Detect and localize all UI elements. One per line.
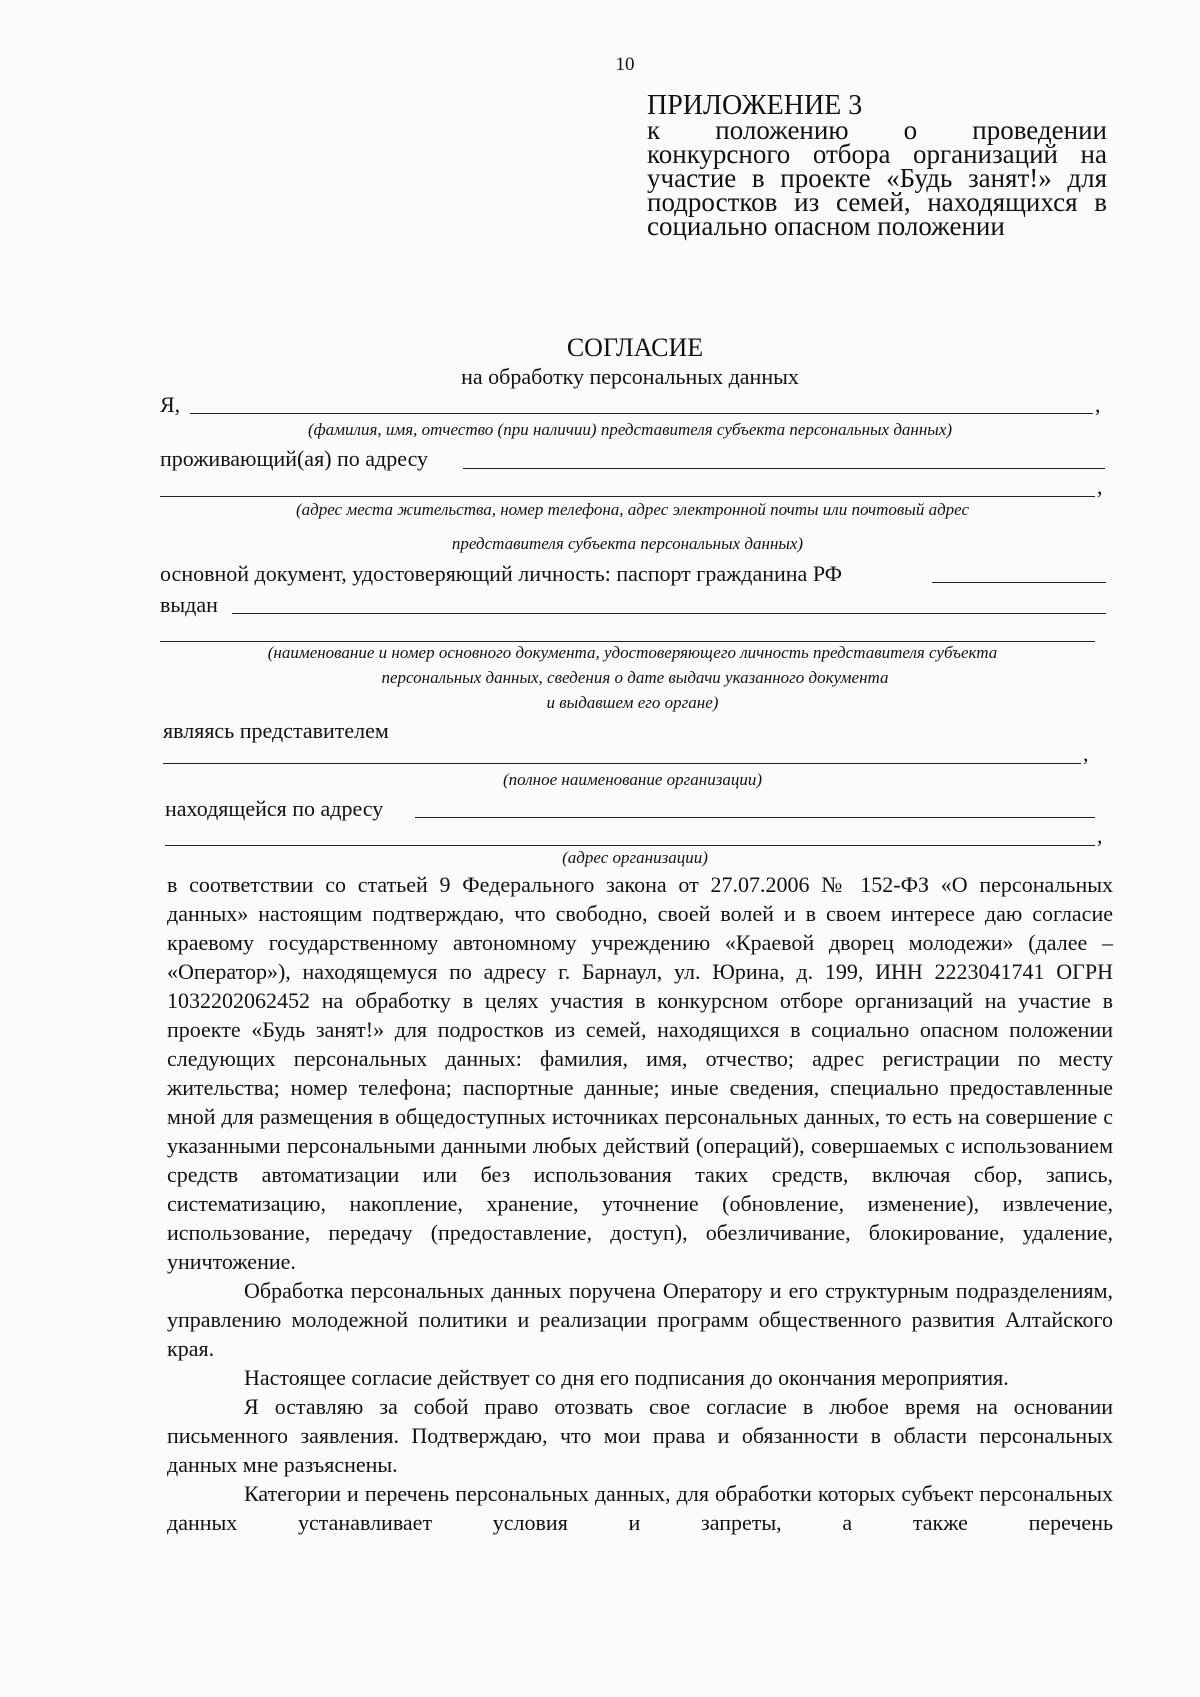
issued-label: выдан bbox=[160, 592, 218, 617]
consent-paragraph: Настоящее согласие действует со дня его подписания до окончания мероприятия. bbox=[244, 1365, 1009, 1390]
hint-org-address: (адрес организации) bbox=[562, 848, 708, 867]
hint-address-1: (адрес места жительства, номер телефона, адрес электронной почты или почтовый адрес bbox=[295, 500, 970, 519]
document-subtitle: на обработку персональных данных bbox=[461, 364, 799, 389]
hint-fio: (фамилия, имя, отчество (при наличии) представителя субъекта персональных данных) bbox=[307, 420, 953, 439]
org-address-field-line-2[interactable] bbox=[165, 845, 1095, 846]
address-field-line[interactable] bbox=[463, 468, 1105, 469]
comma: , bbox=[1097, 823, 1103, 848]
issued-field-line[interactable] bbox=[232, 613, 1106, 614]
issued-field-line-2[interactable] bbox=[160, 641, 1095, 642]
comma: , bbox=[1083, 741, 1089, 766]
hint-doc-3: и выдавшем его органе) bbox=[546, 693, 719, 712]
appendix-line: к положению о проведении bbox=[647, 115, 1107, 145]
comma: , bbox=[1097, 474, 1103, 499]
hint-org: (полное наименование организации) bbox=[503, 770, 762, 789]
address-field-line-2[interactable] bbox=[160, 496, 1095, 497]
i-label: Я, bbox=[160, 392, 181, 417]
document-label: основной документ, удостоверяющий личность: паспорт гражданина РФ bbox=[160, 561, 843, 586]
consent-paragraph: Категории и перечень персональных данных, для обработки которых субъект персональных данных устанавливает условия и запреты, а также перечень bbox=[167, 1481, 1113, 1535]
appendix-line: подростков из семей, находящихся в bbox=[647, 187, 1107, 217]
passport-field-line[interactable] bbox=[932, 582, 1106, 583]
address-label: проживающий(ая) по адресу bbox=[160, 446, 429, 471]
appendix-line: конкурсного отбора организаций на bbox=[647, 139, 1107, 169]
document-title: СОГЛАСИЕ bbox=[566, 333, 704, 362]
hint-address-2: представителя субъекта персональных данных) bbox=[451, 534, 804, 553]
consent-paragraph: в соответствии со статьей 9 Федерального закона от 27.07.2006 № 152-ФЗ «О персональных данных» настоящим подтверждаю, что свободно, своей волей и в своем интересе даю согласие краевому государственному автономному учреждению «Краевой дворец молодежи» (далее – «Оператор»), находящемуся по адресу г. Барнаул, ул. Юрина, д. 199, ИНН 2223041741 ОГРН 1032202062452 на обработку в целях участия в конкурсном отборе организаций на участие в проекте «Будь занят!» для подростков из семей, находящихся в социально опасном положении следующих персональных данных: фамилия, имя, отчество; адрес регистрации по месту жительства; номер телефона; паспортные данные; иные сведения, специально предоставленные мной для размещения в общедоступных источниках персональных данных, то есть на совершение с указанными персональными данными любых действий (операций), совершаемых с использованием средств автоматизации или без использования таких средств, включая сбор, запись, систематизацию, накопление, хранение, уточнение (обновление, изменение), извлечение, использование, передачу (предоставление, доступ), обезличивание, блокирование, удаление, уничтожение. bbox=[167, 872, 1113, 1274]
consent-paragraph: Обработка персональных данных поручена Оператору и его структурным подразделениям, управлению молодежной политики и реализации программ общественного развития Алтайского края. bbox=[167, 1278, 1113, 1361]
comma: , bbox=[1095, 392, 1101, 417]
appendix-line: социально опасном положении bbox=[647, 211, 1005, 241]
appendix-line: участие в проекте «Будь занят!» для bbox=[647, 163, 1107, 193]
consent-body bbox=[167, 870, 1113, 1537]
representative-label: являясь представителем bbox=[163, 718, 389, 743]
org-name-field-line[interactable] bbox=[163, 763, 1081, 764]
appendix-title: ПРИЛОЖЕНИЕ 3 bbox=[647, 90, 863, 121]
org-address-field-line[interactable] bbox=[415, 817, 1095, 818]
org-address-label: находящейся по адресу bbox=[165, 796, 384, 821]
fio-field-line[interactable] bbox=[190, 413, 1093, 414]
hint-doc-1: (наименование и номер основного документа, удостоверяющего личность представителя субъекта bbox=[267, 643, 998, 662]
consent-paragraph: Я оставляю за собой право отозвать свое согласие в любое время на основании письменного заявления. Подтверждаю, что мои права и обязанности в области персональных данных мне разъяснены. bbox=[167, 1394, 1113, 1477]
page-number: 10 bbox=[615, 54, 635, 75]
hint-doc-2: персональных данных, сведения о дате выдачи указанного документа bbox=[381, 668, 889, 687]
appendix-block bbox=[647, 90, 1107, 241]
